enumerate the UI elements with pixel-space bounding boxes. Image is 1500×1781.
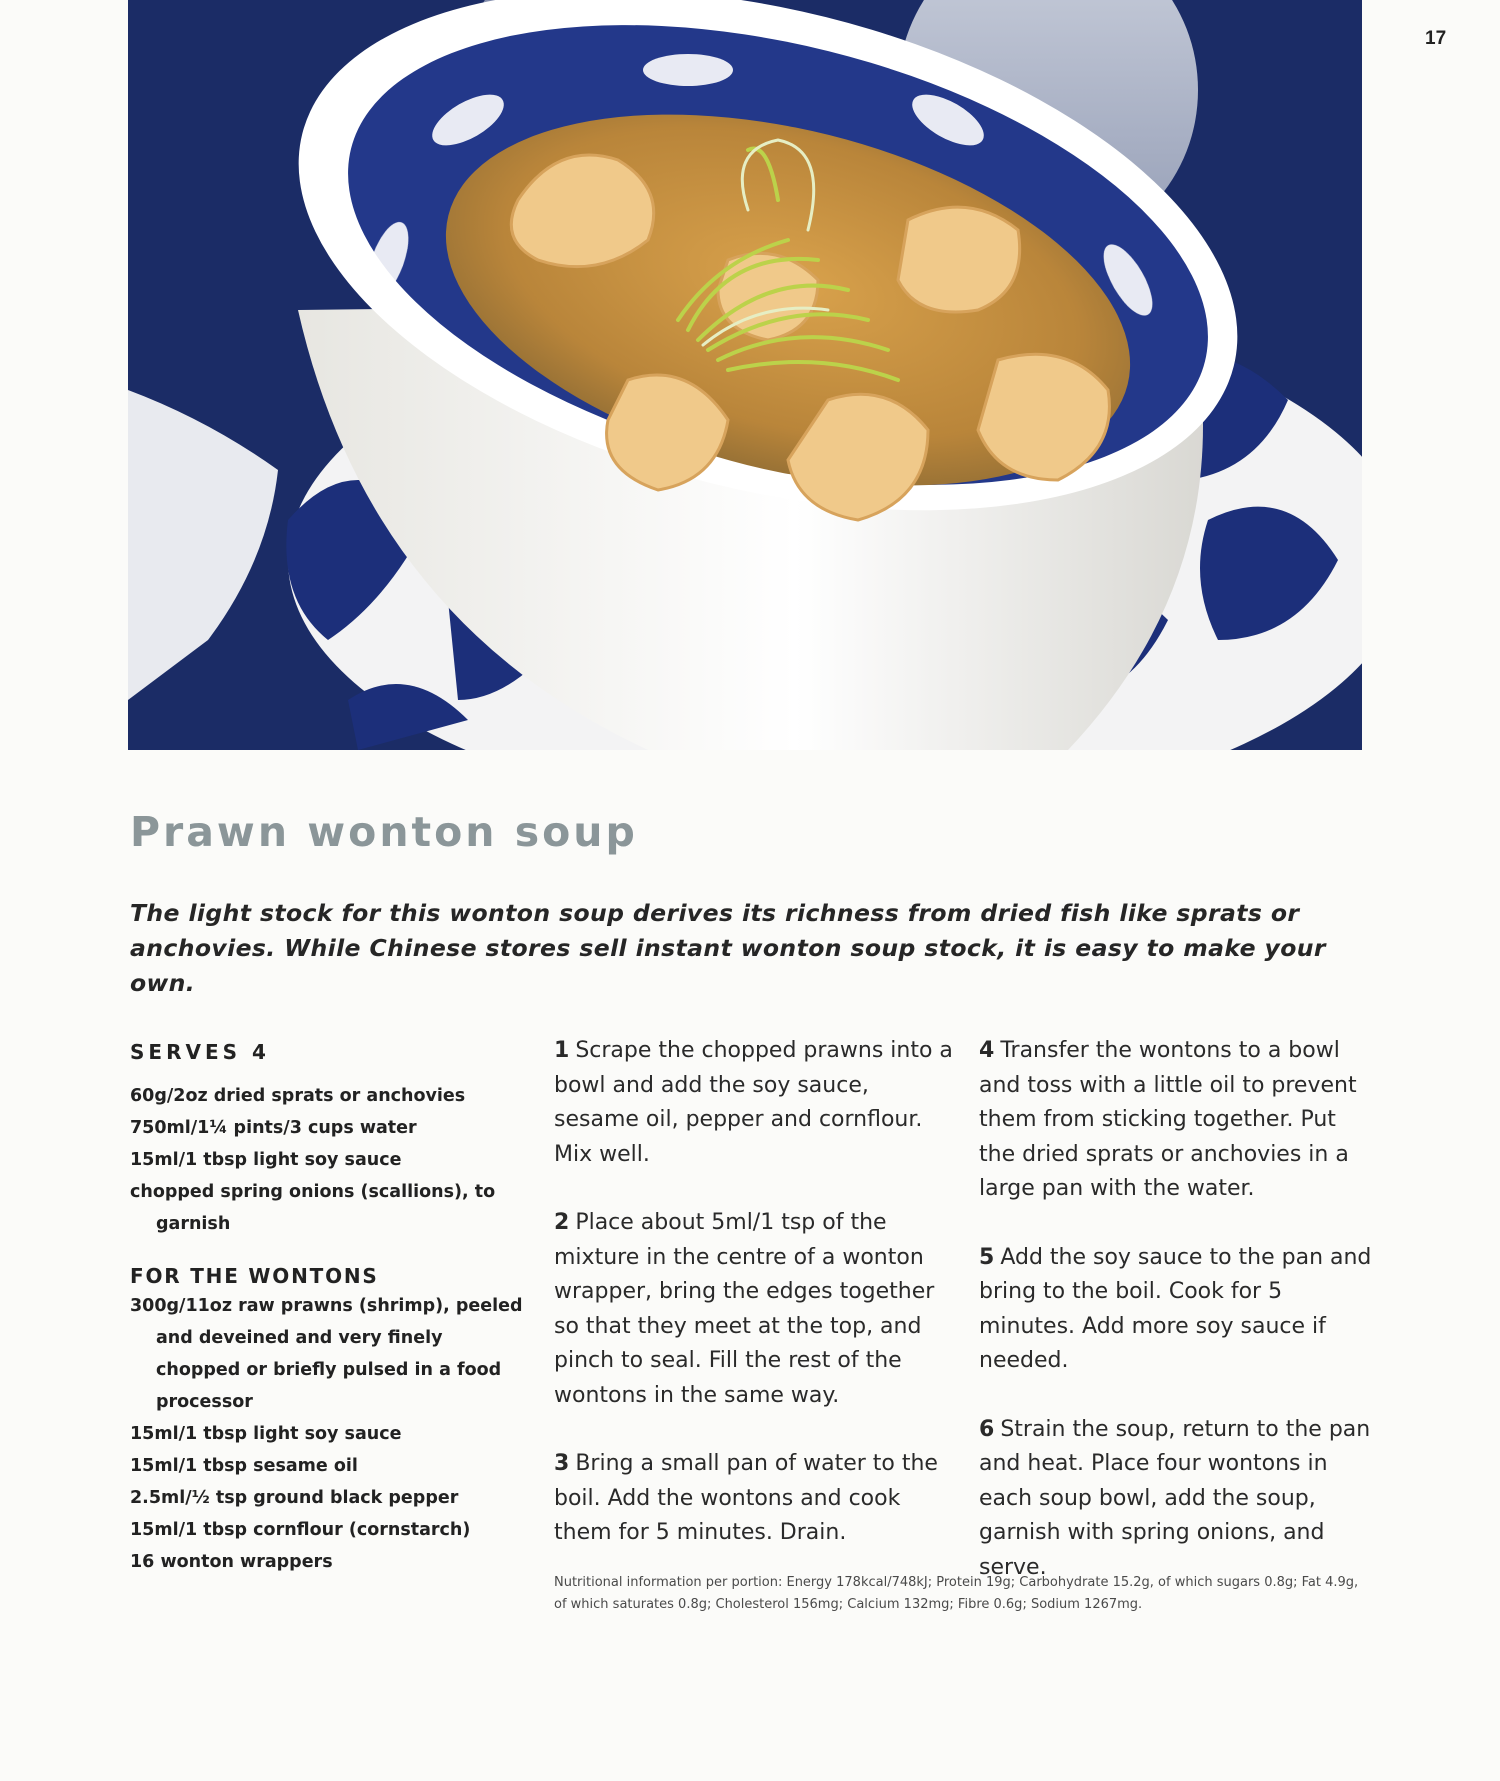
step-number: 2 — [554, 1210, 570, 1235]
step-number: 1 — [554, 1038, 570, 1063]
ingredients-list — [130, 1080, 530, 1240]
method-step — [554, 1206, 954, 1413]
ingredients-column — [130, 1040, 530, 1578]
step-text: Add the soy sauce to the pan and bring to the boil. Cook for 5 minutes. Add more soy sauce if needed. — [979, 1244, 1372, 1373]
wonton-ingredient-item: 15ml/1 tbsp light soy sauce — [130, 1424, 402, 1444]
wonton-ingredients-list — [130, 1290, 530, 1578]
method-step — [554, 1447, 954, 1551]
method-column-1 — [554, 1034, 954, 1585]
step-text: Place about 5ml/1 tsp of the mixture in the centre of a wonton wrapper, bring the edges together so that they meet at the top, and pinch to seal. Fill the rest of the wontons in the same way. — [554, 1210, 935, 1408]
nutrition-info: Nutritional information per portion: Energy 178kcal/748kJ; Protein 19g; Carbohydrate 15.2g, of which sugars 0.8g; Fat 4.9g, of which saturates 0.8g; Cholesterol 156mg; Calcium 132mg; Fibre 0.6g; Sodium 1267mg. — [554, 1575, 1359, 1612]
ingredient-item: 15ml/1 tbsp light soy sauce — [130, 1150, 402, 1170]
step-number: 4 — [979, 1038, 995, 1063]
method-step — [979, 1413, 1379, 1586]
wontons-heading: FOR THE WONTONS — [130, 1264, 379, 1288]
serves-heading: SERVES 4 — [130, 1040, 270, 1064]
page-number: 17 — [1425, 28, 1447, 49]
ingredient-item: 60g/2oz dried sprats or anchovies — [130, 1086, 466, 1106]
recipe-title: Prawn wonton soup — [130, 808, 638, 856]
method-step — [979, 1034, 1379, 1207]
step-number: 6 — [979, 1416, 995, 1442]
wonton-ingredient-item: 15ml/1 tbsp cornflour (cornstarch) — [130, 1520, 471, 1540]
wonton-ingredient-item: 15ml/1 tbsp sesame oil — [130, 1456, 358, 1476]
step-text: Transfer the wontons to a bowl and toss with a little oil to prevent them from sticking together. Put the dried sprats or anchovies in a large pan with the water. — [979, 1038, 1357, 1201]
step-text: Scrape the chopped prawns into a bowl and add the soy sauce, sesame oil, pepper and cornflour. Mix well. — [554, 1038, 953, 1167]
method-step — [979, 1241, 1379, 1379]
soup-bowl-photo-illustration — [128, 0, 1362, 750]
wonton-ingredient-item: 2.5ml/½ tsp ground black pepper — [130, 1488, 459, 1508]
step-number: 5 — [979, 1244, 995, 1270]
step-text: Strain the soup, return to the pan and heat. Place four wontons in each soup bowl, add the soup, garnish with spring onions, and serve. — [979, 1416, 1371, 1580]
step-text: Bring a small pan of water to the boil. Add the wontons and cook them for 5 minutes. Drain. — [554, 1451, 938, 1545]
ingredient-item: 750ml/1¼ pints/3 cups water — [130, 1118, 417, 1138]
soup-bowl-photo — [128, 0, 1362, 750]
recipe-intro: The light stock for this wonton soup derives its richness from dried fish like sprats or anchovies. While Chinese stores sell instant wonton soup stock, it is easy to make your own. — [130, 899, 1326, 997]
wonton-ingredient-item: 16 wonton wrappers — [130, 1552, 333, 1572]
wonton-ingredient-item: 300g/11oz raw prawns (shrimp), peeled and deveined and very finely chopped or briefly pulsed in a food processor — [130, 1296, 523, 1412]
method-step — [554, 1034, 954, 1172]
method-column-2 — [979, 1034, 1379, 1619]
ingredient-item: chopped spring onions (scallions), to garnish — [130, 1182, 496, 1234]
step-number: 3 — [554, 1451, 570, 1476]
